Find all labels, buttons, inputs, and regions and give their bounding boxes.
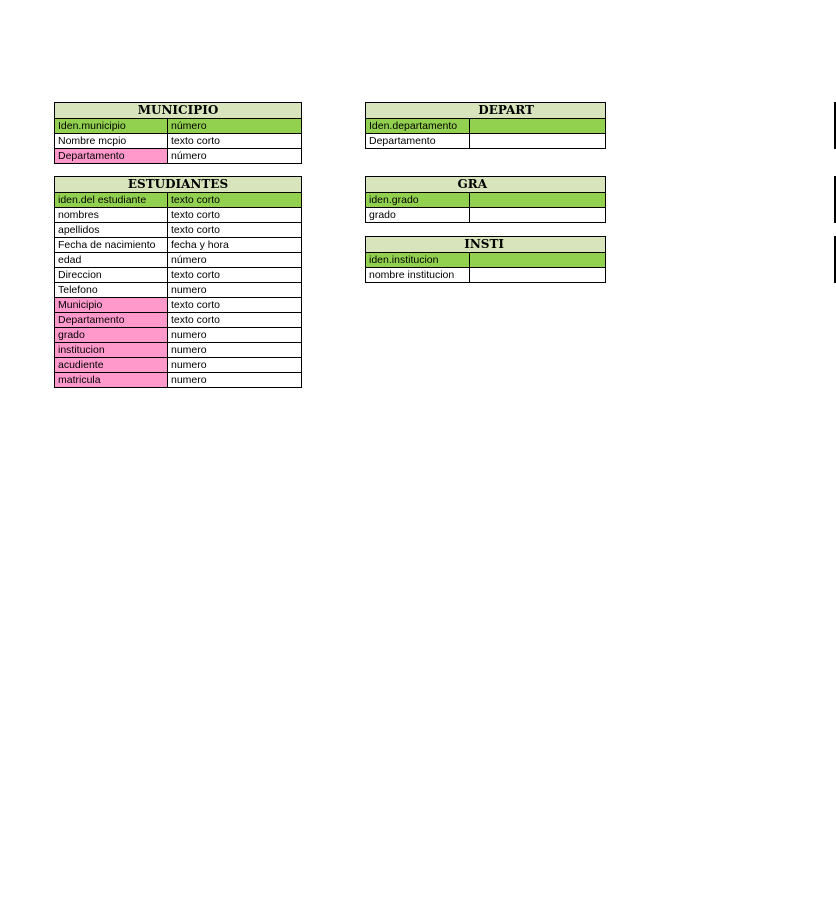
field-type-cell: fecha y hora bbox=[168, 238, 302, 253]
field-type-cell: texto corto bbox=[168, 134, 302, 149]
institucion-table bbox=[365, 236, 606, 283]
institucion-title: INSTI bbox=[366, 237, 606, 253]
field-type-cell: numero bbox=[168, 328, 302, 343]
field-name-cell: iden.del estudiante bbox=[55, 193, 168, 208]
field-name-cell: institucion bbox=[55, 343, 168, 358]
table-row bbox=[366, 193, 606, 208]
table-row bbox=[366, 268, 606, 283]
table-row bbox=[366, 134, 606, 149]
field-name-cell: nombres bbox=[55, 208, 168, 223]
field-type-cell: número bbox=[168, 149, 302, 164]
field-name-cell: nombre institucion bbox=[366, 268, 470, 283]
table-row bbox=[55, 358, 302, 373]
table-row bbox=[55, 134, 302, 149]
field-type-cell: texto corto bbox=[168, 208, 302, 223]
table-row bbox=[55, 313, 302, 328]
field-type-cell: numero bbox=[168, 283, 302, 298]
departamento-table-clip bbox=[365, 102, 534, 149]
institucion-table-clip bbox=[365, 236, 505, 283]
grado-table-clip bbox=[365, 176, 487, 223]
field-name-cell: iden.institucion bbox=[366, 253, 470, 268]
table-row bbox=[55, 238, 302, 253]
field-name-cell: Departamento bbox=[55, 313, 168, 328]
table-row bbox=[366, 208, 606, 223]
field-type-cell: número bbox=[168, 119, 302, 134]
field-name-cell: Fecha de nacimiento bbox=[55, 238, 168, 253]
table-row bbox=[55, 298, 302, 313]
field-name-cell: matricula bbox=[55, 373, 168, 388]
table-row bbox=[55, 268, 302, 283]
table-row bbox=[55, 328, 302, 343]
field-type-cell: numero bbox=[168, 343, 302, 358]
field-name-cell: grado bbox=[55, 328, 168, 343]
field-name-cell: Departamento bbox=[366, 134, 470, 149]
field-type-cell: número bbox=[168, 253, 302, 268]
municipio-table bbox=[54, 102, 302, 164]
table-row bbox=[55, 149, 302, 164]
field-name-cell: Telefono bbox=[55, 283, 168, 298]
field-name-cell: grado bbox=[366, 208, 470, 223]
table-row bbox=[55, 283, 302, 298]
table-row bbox=[55, 343, 302, 358]
field-name-cell: Direccion bbox=[55, 268, 168, 283]
departamento-title: DEPART bbox=[366, 103, 606, 119]
table-row bbox=[366, 119, 606, 134]
table-row bbox=[366, 253, 606, 268]
field-name-cell: Municipio bbox=[55, 298, 168, 313]
field-name-cell: Nombre mcpio bbox=[55, 134, 168, 149]
table-row bbox=[55, 223, 302, 238]
field-type-cell: texto corto bbox=[168, 193, 302, 208]
field-name-cell: Departamento bbox=[55, 149, 168, 164]
field-name-cell: iden.grado bbox=[366, 193, 470, 208]
field-type-cell: texto corto bbox=[168, 313, 302, 328]
field-name-cell: Iden.departamento bbox=[366, 119, 470, 134]
table-row bbox=[55, 193, 302, 208]
field-name-cell: apellidos bbox=[55, 223, 168, 238]
field-type-cell: texto corto bbox=[168, 298, 302, 313]
estudiantes-title: ESTUDIANTES bbox=[55, 177, 302, 193]
grado-table bbox=[365, 176, 606, 223]
table-row bbox=[55, 208, 302, 223]
field-type-cell: numero bbox=[168, 358, 302, 373]
field-type-cell: numero bbox=[168, 373, 302, 388]
table-row bbox=[55, 373, 302, 388]
table-row bbox=[55, 253, 302, 268]
municipio-title: MUNICIPIO bbox=[55, 103, 302, 119]
field-name-cell: Iden.municipio bbox=[55, 119, 168, 134]
field-name-cell: acudiente bbox=[55, 358, 168, 373]
departamento-table bbox=[365, 102, 606, 149]
field-type-cell: texto corto bbox=[168, 223, 302, 238]
estudiantes-table bbox=[54, 176, 302, 388]
field-name-cell: edad bbox=[55, 253, 168, 268]
table-row bbox=[55, 119, 302, 134]
grado-title: GRA bbox=[366, 177, 606, 193]
field-type-cell: texto corto bbox=[168, 268, 302, 283]
